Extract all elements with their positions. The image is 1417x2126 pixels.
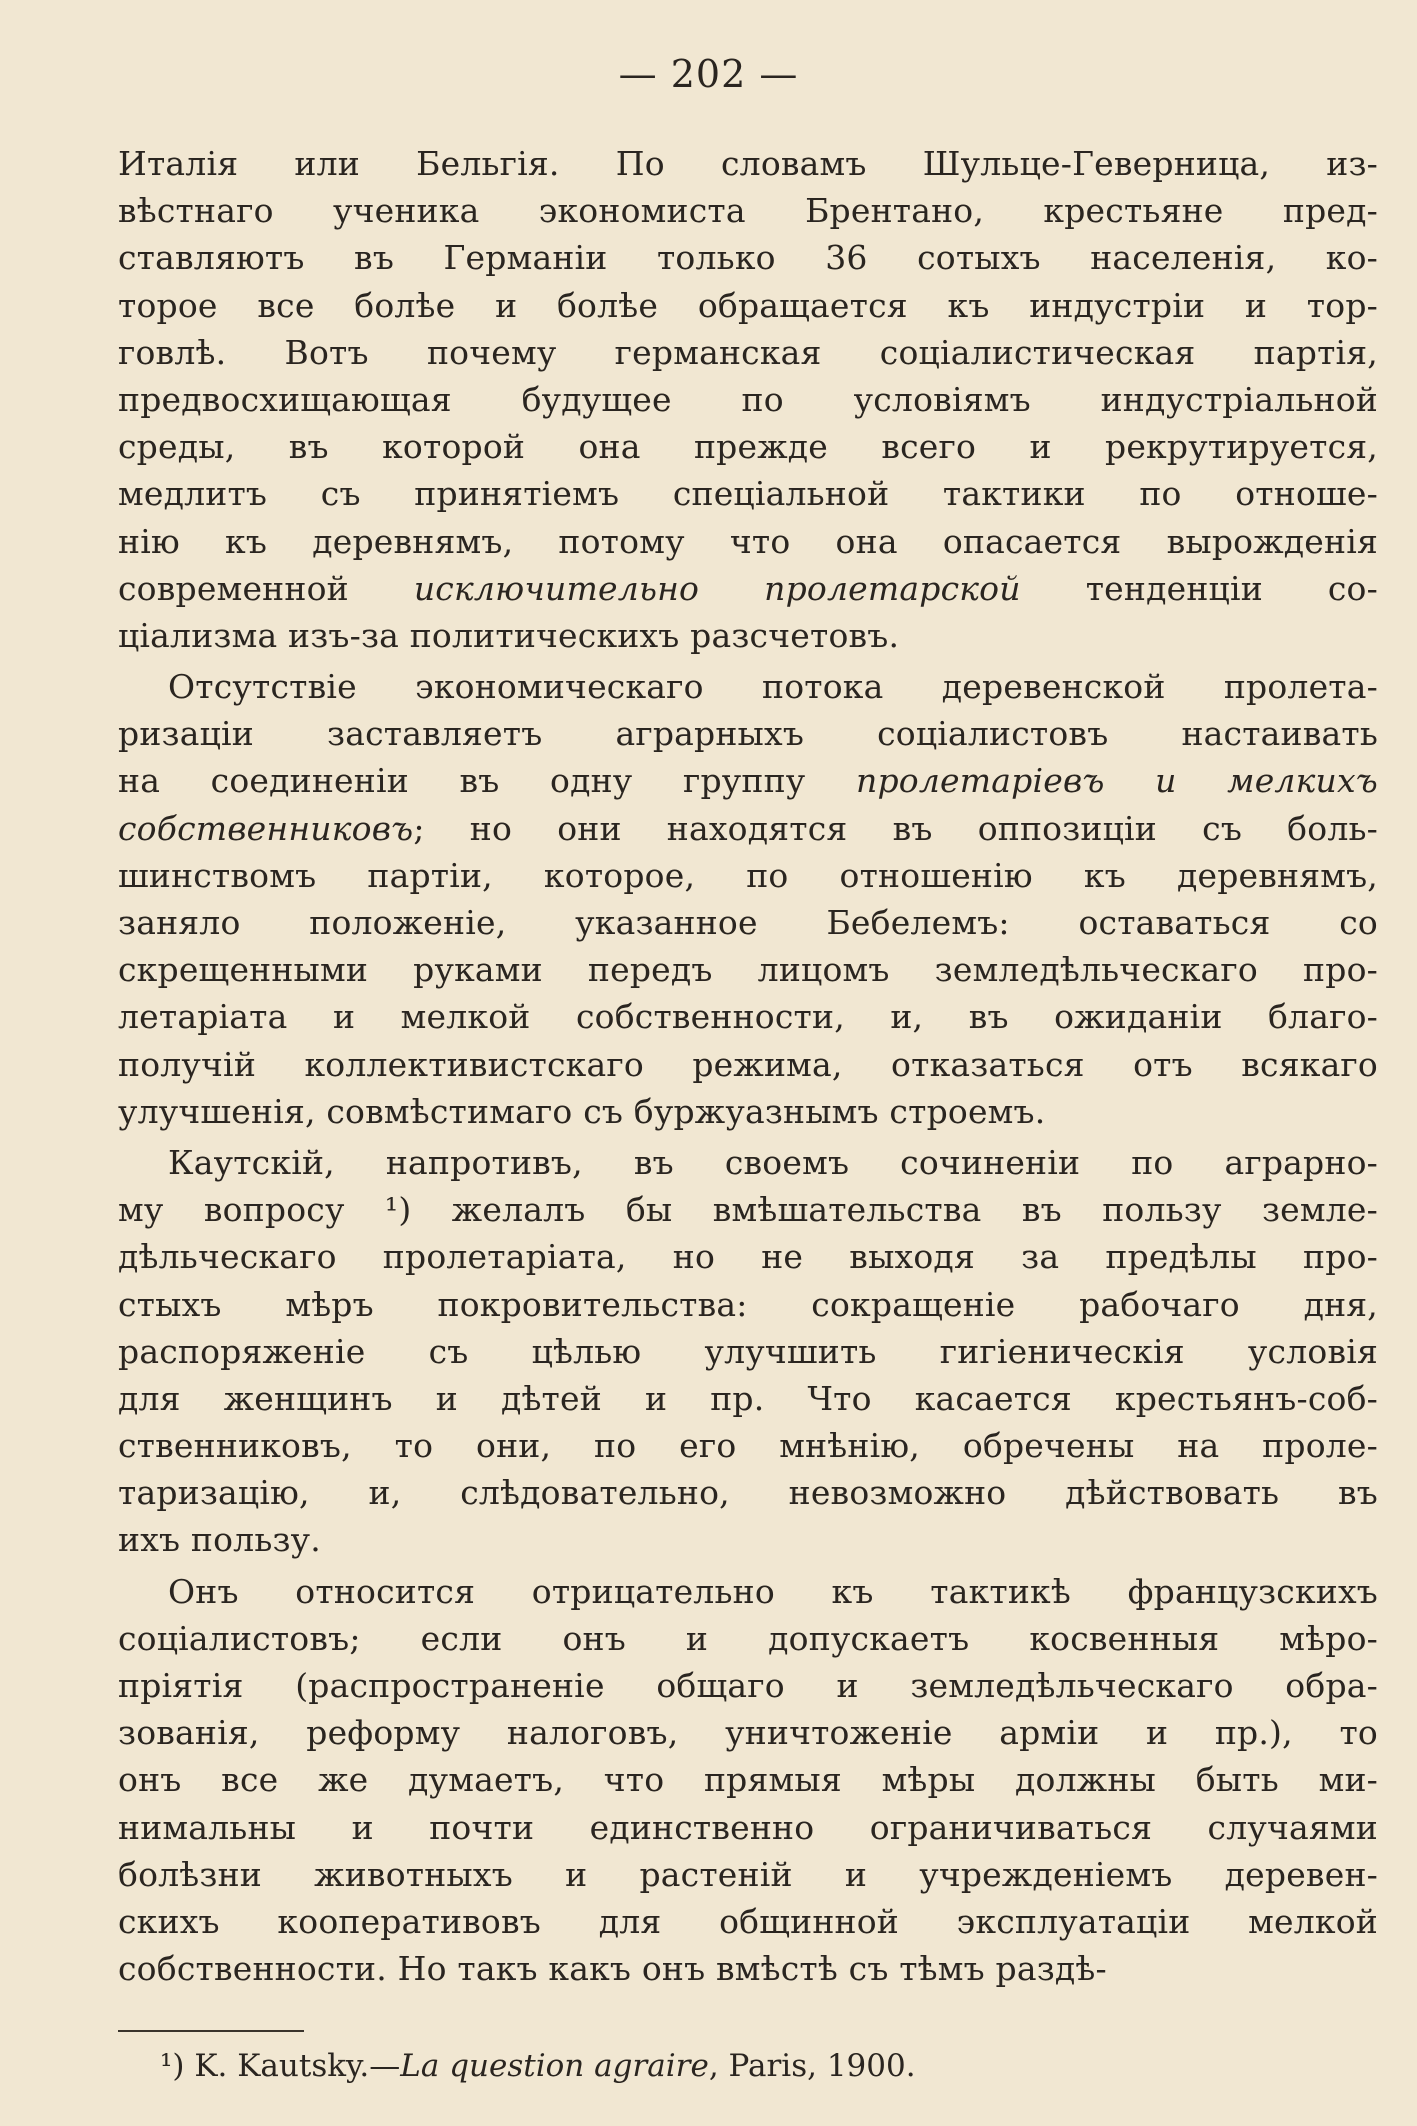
text-line — [118, 1804, 1378, 1851]
text-line — [118, 1328, 1378, 1375]
text-segment: Онъ относится отрицательно къ тактикѣ французскихъ — [168, 1571, 1378, 1611]
text-segment: ризаціи заставляетъ аграрныхъ соціалистовъ настаивать — [118, 714, 1378, 754]
text-segment: таризацію, и, слѣдовательно, невозможно дѣйствовать въ — [118, 1473, 1378, 1513]
text-segment: летаріата и мелкой собственности, и, въ ожиданіи благо- — [118, 997, 1378, 1037]
text-line — [118, 1186, 1378, 1233]
text-line — [118, 234, 1378, 281]
italic-text: пролетаріевъ и мелкихъ — [855, 761, 1378, 801]
text-line — [118, 899, 1378, 946]
text-segment: говлѣ. Вотъ почему германская соціалистическая партія, — [118, 332, 1378, 372]
text-segment: соціалистовъ; если онъ и допускаетъ косвенныя мѣро- — [118, 1618, 1378, 1658]
text-line — [118, 1516, 1378, 1563]
text-line — [118, 282, 1378, 329]
text-line — [118, 805, 1378, 852]
body-text — [118, 140, 1378, 1992]
text-segment: нимальны и почти единственно ограничиваться случаями — [118, 1807, 1378, 1847]
footnote-title: La question agraire — [400, 2048, 709, 2084]
text-segment: ственниковъ, то они, по его мнѣнію, обречены на проле- — [118, 1426, 1378, 1466]
text-segment: ставляютъ въ Германіи только 36 сотыхъ населенія, ко- — [118, 238, 1378, 278]
paragraph — [118, 663, 1378, 1135]
text-segment: стыхъ мѣръ покровительства: сокращеніе рабочаго дня, — [118, 1284, 1378, 1324]
text-segment: пріятія (распространеніе общаго и земледѣльческаго обра- — [118, 1666, 1378, 1705]
text-line — [118, 1756, 1378, 1803]
text-line — [118, 757, 1378, 804]
text-segment: Каутскій, напротивъ, въ своемъ сочиненіи по аграрно- — [168, 1142, 1378, 1182]
text-segment: болѣзни животныхъ и растеній и учрежденіемъ деревен- — [118, 1854, 1378, 1894]
text-segment: дѣльческаго пролетаріата, но не выходя за предѣлы про- — [118, 1237, 1378, 1277]
text-line — [118, 1422, 1378, 1469]
text-line — [118, 1281, 1378, 1328]
text-segment: скихъ кооперативовъ для общинной эксплуатаціи мелкой — [118, 1901, 1378, 1941]
text-segment: торое все болѣе и болѣе обращается къ индустріи и тор- — [118, 285, 1378, 325]
text-segment: собственности. Но такъ какъ онъ вмѣстѣ съ тѣмъ раздѣ- — [118, 1949, 1107, 1989]
text-segment: улучшенія, совмѣстимаго съ буржуазнымъ строемъ. — [118, 1091, 1046, 1131]
text-segment: нію къ деревнямъ, потому что она опасается вырожденія — [118, 521, 1378, 561]
text-line — [118, 852, 1378, 899]
text-line — [118, 710, 1378, 757]
text-line — [118, 1469, 1378, 1516]
text-line — [118, 1945, 1378, 1992]
text-line — [118, 376, 1378, 423]
text-line — [118, 1662, 1378, 1709]
footnote-rest: , Paris, 1900. — [708, 2048, 916, 2084]
text-line — [118, 565, 1378, 612]
text-line — [118, 329, 1378, 376]
text-line — [118, 1041, 1378, 1088]
footnote-marker: ¹) — [160, 2048, 185, 2084]
text-segment: ихъ пользу. — [118, 1520, 321, 1560]
text-line — [118, 1851, 1378, 1898]
text-line — [118, 612, 1378, 659]
text-segment: медлитъ съ принятіемъ спеціальной тактики по отноше- — [118, 474, 1378, 514]
italic-text: собственниковъ — [118, 808, 414, 848]
text-segment: вѣстнаго ученика экономиста Брентано, крестьяне пред- — [118, 191, 1378, 231]
text-segment: среды, въ которой она прежде всего и рекрутируется, — [118, 427, 1378, 467]
text-line — [118, 1898, 1378, 1945]
paragraph — [118, 140, 1378, 659]
text-segment: распоряженіе съ цѣлью улучшить гигіеническія условія — [118, 1331, 1378, 1371]
text-segment: для женщинъ и дѣтей и пр. Что касается крестьянъ-соб- — [118, 1378, 1378, 1418]
text-line — [118, 1088, 1378, 1135]
text-segment: ; но они находятся въ оппозиціи съ боль- — [413, 808, 1378, 848]
paragraph — [118, 1139, 1378, 1564]
text-segment: получій коллективистскаго режима, отказаться отъ всякаго — [118, 1044, 1378, 1084]
text-line — [118, 1375, 1378, 1422]
page-number: — 202 — — [618, 52, 799, 96]
text-segment: скрещенными руками передъ лицомъ земледѣльческаго про- — [118, 950, 1378, 990]
text-segment: онъ все же думаетъ, что прямыя мѣры должны быть ми- — [118, 1760, 1378, 1800]
italic-text: исключительно пролетарской — [413, 568, 1021, 608]
text-segment: предвосхищающая будущее по условіямъ индустріальной — [118, 379, 1378, 419]
text-line — [118, 993, 1378, 1040]
text-line — [118, 663, 1378, 710]
text-segment: Отсутствіе экономическаго потока деревенской пролета- — [168, 667, 1378, 707]
text-segment: му вопросу ¹) желалъ бы вмѣшательства въ пользу земле- — [118, 1190, 1378, 1230]
text-segment: современной — [118, 568, 414, 608]
text-segment: зованія, реформу налоговъ, уничтоженіе арміи и пр.), то — [118, 1713, 1378, 1753]
text-segment: заняло положеніе, указанное Бебелемъ: оставаться со — [118, 903, 1378, 942]
text-line — [118, 470, 1378, 517]
text-line — [118, 1709, 1378, 1756]
footnote-author: K. Kautsky.— — [194, 2048, 401, 2084]
footnote-divider — [118, 2030, 304, 2032]
text-segment: шинствомъ партіи, которое, по отношенію къ деревнямъ, — [118, 855, 1378, 895]
text-line — [118, 1139, 1378, 1186]
text-segment: на соединеніи въ одну группу — [118, 761, 856, 801]
text-line — [118, 423, 1378, 470]
text-segment: тенденціи со- — [1020, 568, 1378, 608]
text-line — [118, 1568, 1378, 1615]
text-line — [118, 1233, 1378, 1280]
text-line — [118, 1615, 1378, 1662]
text-line — [118, 140, 1378, 187]
text-segment: ціализма изъ-за политическихъ разсчетовъ. — [118, 615, 900, 655]
text-line — [118, 518, 1378, 565]
text-segment: Италія или Бельгія. По словамъ Шульце-Геверница, из- — [118, 144, 1378, 183]
footnote — [160, 2040, 1340, 2092]
paragraph — [118, 1568, 1378, 1993]
text-line — [118, 187, 1378, 234]
text-line — [118, 946, 1378, 993]
